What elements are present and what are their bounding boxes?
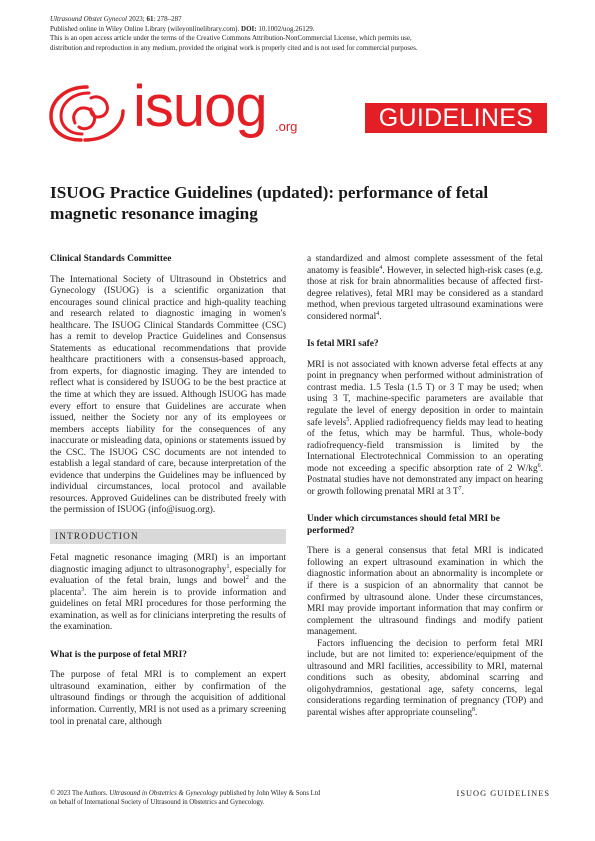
doi-value: 10.1002/uog.26129. [256, 24, 315, 33]
ref-2[interactable]: 2 [245, 574, 249, 581]
doi-line [50, 25, 550, 35]
isuog-wordmark: isuog [133, 74, 267, 139]
published-online: Published online in Wiley Online Library (wileyonlinelibrary.com). [50, 24, 242, 33]
copyright-notice: © 2023 The Authors. Ultrasound in Obstetrics & Gynecology published by John Wiley & Sons Ltd on behalf of International Society of Ultrasound in Obstetrics and Gynecology. [50, 790, 321, 806]
journal-name: Ultrasound Obstet Gynecol [50, 15, 127, 23]
ref-1[interactable]: 1 [226, 563, 230, 570]
running-head: ISUOG GUIDELINES [456, 789, 550, 798]
isuog-fetus-logo-icon [45, 83, 129, 143]
circumstances-paragraph-1: There is a general consensus that fetal MRI is indicated following an expert ultrasound examination in which the diagnostic information about an abnormality is incomplete or if there is a suspicion of an abnormality that cannot be confirmed by ultrasound alone. Under these circumstances, MRI may provide important information that may confirm or complement the ultrasound findings and modify patient management. [307, 546, 543, 638]
right-column [307, 254, 543, 720]
guidelines-badge: GUIDELINES [365, 103, 547, 133]
article-title-line-2: magnetic resonance imaging [50, 204, 258, 223]
footer-journal-name: Ultrasound in Obstetrics & Gynecology [109, 790, 218, 797]
isuog-org-suffix: .org [275, 119, 298, 134]
article-title [50, 182, 550, 224]
circumstances-heading: Under which circumstances should fetal MRI be performed? [307, 514, 500, 536]
article-title-line-1: ISUOG Practice Guidelines (updated): performance of fetal [50, 183, 489, 202]
purpose-continued-paragraph: a standardized and almost complete assessment of the fetal anatomy is feasible$^4$. However, in selected high-risk cases (e.g. those at risk for brain abnormalities because of affected first-degree relatives), fetal MRI may be considered as a standard method, when previous targeted ultrasound examinations were considered normal$^4$. [307, 254, 543, 322]
masthead [50, 15, 550, 53]
introduction-paragraph: Fetal magnetic resonance imaging (MRI) is an important diagnostic imaging adjunct to ultrasonography$^1$, especially for evaluation of the fetal brain, lungs and bowel$^2$ and the placenta$^3$. The aim herein is to provide information and guidelines on fetal MRI procedures for those performing the examination, as well as for clinicians interpreting the results of the examination. [50, 552, 286, 633]
citation-volume: 61 [146, 15, 154, 23]
ref-5[interactable]: 5 [346, 416, 350, 423]
purpose-heading: What is the purpose of fetal MRI? [50, 649, 187, 660]
logo-row [45, 74, 555, 145]
license-line-2: distribution and reproduction in any medium, provided the original work is properly cited and is not used for commercial purposes. [50, 43, 418, 52]
citation-line [50, 15, 550, 25]
ref-4b[interactable]: 4 [376, 310, 380, 317]
ref-6[interactable]: 6 [537, 462, 541, 469]
circumstances-paragraph-2: Factors influencing the decision to perform fetal MRI include, but are not limited to: experience/equipment of the ultrasound and MRI facilities, accessibility to MRI, maternal conditions such as obesity, abdominal scarring and oligohydramnios, gestational age, safety concerns, legal considerations regarding termination of pregnancy (TOP) and parental wishes after appropriate counseling$^8$. [307, 638, 543, 718]
ref-7[interactable]: 7 [458, 485, 462, 492]
citation-year: 2023; [127, 15, 147, 23]
section-heading-introduction: INTRODUCTION [50, 529, 286, 544]
society-disclaimer-paragraph: The International Society of Ultrasound in Obstetrics and Gynecology (ISUOG) is a scientific organization that encourages sound clinical practice and high-quality teaching and research related to diagnostic imaging in women's healthcare. The ISUOG Clinical Standards Committee (CSC) has a remit to develop Practice Guidelines and Consensus Statements as educational recommendations that provide healthcare practitioners with a consensus-based approach, from experts, for diagnostic imaging. They are intended to reflect what is considered by ISUOG to be the best practice at the time at which they are issued. Although ISUOG has made every effort to ensure that Guidelines are accurate when issued, neither the Society nor any of its employees or members accepts liability for the consequences of any inaccurate or misleading data, opinions or statements issued by the CSC. The ISUOG CSC documents are not intended to establish a legal standard of care, because interpretation of the evidence that underpins the Guidelines may be influenced by individual circumstances, local protocol and available resources. Approved Guidelines can be distributed freely with the permission of ISUOG (info@isuog.org). [50, 274, 286, 516]
license-line-1: This is an open access article under the terms of the Creative Commons Attribution-NonCommercial License, which permits use, [50, 34, 412, 42]
ref-4a[interactable]: 4 [379, 264, 383, 271]
ref-8[interactable]: 8 [472, 706, 476, 713]
ref-3[interactable]: 3 [81, 586, 85, 593]
safety-heading: Is fetal MRI safe? [307, 339, 379, 350]
doi-label: DOI: [241, 24, 257, 33]
committee-heading: Clinical Standards Committee [50, 254, 172, 264]
safety-paragraph: MRI is not associated with known adverse fetal effects at any point in pregnancy when performed without administration of contrast media. 1.5 Tesla (1.5 T) or 3 T may be used; when using 3 T, machine-specific parameters are available that regulate the level of energy deposition in order to maintain safe levels$^5$. Applied radiofrequency fields may lead to heating of the fetus, which may be harmful. Thus, whole-body radiofrequency-field transmission is limited by the International Electrotechnical Commission to an operating mode not exceeding a specific absorption rate of 2 $W/kg^6$. Postnatal studies have not demonstrated any impact on hearing or growth following prenatal MRI at 3 $T^7$. [307, 359, 543, 497]
left-column [50, 254, 286, 728]
citation-pages: : 278–287 [153, 15, 182, 23]
purpose-paragraph: The purpose of fetal MRI is to complement an expert ultrasound examination, either by confirmation of the ultrasound findings or through the acquisition of additional information. Currently, MRI is not used as a primary screening tool in prenatal care, although [50, 670, 286, 727]
